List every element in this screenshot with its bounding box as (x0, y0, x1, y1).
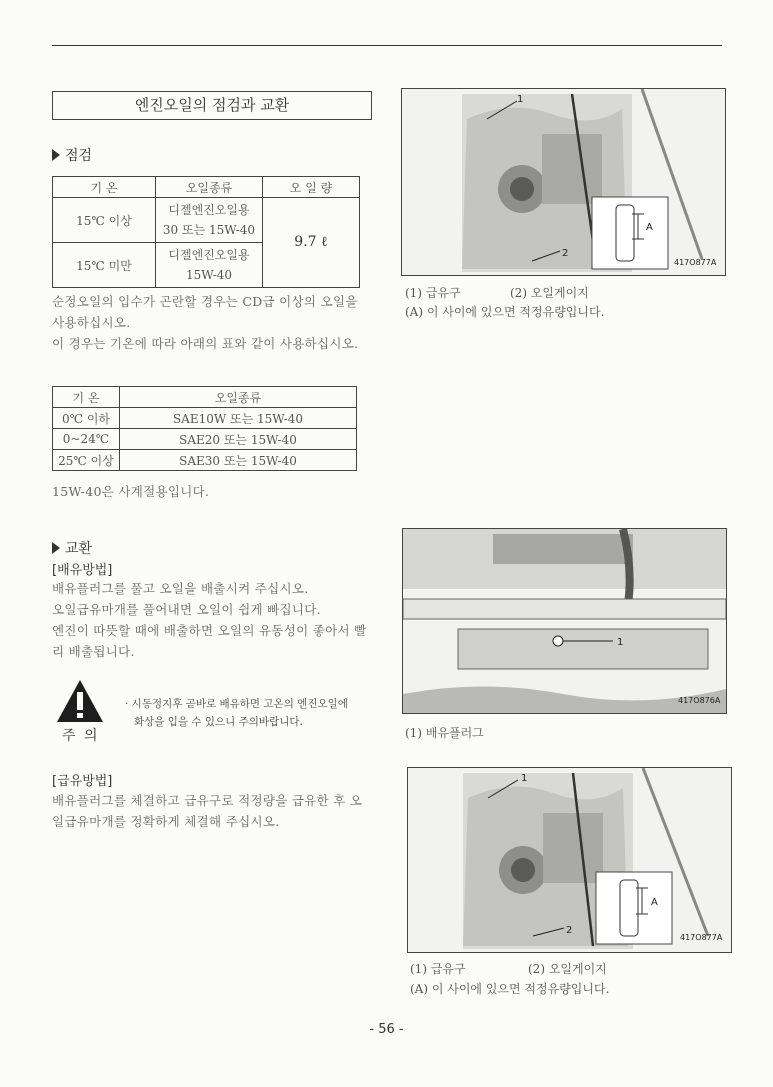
table-header: 오일종류 (156, 177, 263, 198)
table-cell: 15℃ 이상 (53, 198, 156, 243)
table-cell-line: 15W-40 (185, 268, 233, 282)
paragraph-line: 오일급유마개를 풀어내면 오일이 쉽게 빠집니다. (52, 602, 321, 617)
callout-A: A (651, 897, 658, 908)
fig1-caption-1: (1) 급유구 (405, 286, 461, 300)
table-cell (156, 243, 263, 288)
table-cell-line: 30 또는 15W-40 (162, 223, 256, 237)
figure-code: 417O877A (680, 933, 723, 942)
triangle-bullet-icon (52, 149, 60, 161)
warning-icon (55, 678, 105, 724)
engine-illustration (408, 768, 731, 952)
paragraph-line: 배유플러그를 풀고 오일을 배출시켜 주십시오. (52, 581, 309, 596)
all-season-note: 15W-40은 사계절용입니다. (52, 484, 210, 499)
engine-oil-filler-figure-2 (407, 767, 732, 953)
callout-1: 1 (617, 637, 624, 648)
callout-2: 2 (566, 925, 573, 936)
fill-paragraph (52, 790, 377, 832)
callout-1: 1 (521, 773, 528, 784)
inspection-heading-text: 점검 (65, 148, 93, 164)
fig2-caption-1: (1) 배유플러그 (405, 726, 484, 740)
table-cell: 25℃ 이상 (53, 450, 120, 471)
table-cell: 0~24℃ (53, 429, 120, 450)
drain-paragraph (52, 578, 377, 662)
triangle-bullet-icon (52, 542, 60, 554)
drain-method-title: [배유방법] (52, 563, 113, 578)
table-cell: SAE10W 또는 15W-40 (120, 408, 357, 429)
fig3-caption-2: (2) 오일게이지 (528, 962, 607, 976)
table-cell: SAE30 또는 15W-40 (120, 450, 357, 471)
drain-plug-figure (402, 528, 727, 714)
fill-method-title: [급유방법] (52, 774, 113, 789)
figure-code: 417O877A (674, 258, 717, 267)
paragraph-line: 엔진이 따뜻할 때에 배출하면 오일의 유동성이 좋아서 빨 (52, 623, 367, 638)
table-cell: 0℃ 이하 (53, 408, 120, 429)
table-cell (156, 198, 263, 243)
inspection-paragraph (52, 291, 372, 354)
table-cell: SAE20 또는 15W-40 (120, 429, 357, 450)
caution-line: · 시동정지후 곧바로 배유하면 고온의 엔진오일에 (125, 698, 348, 710)
paragraph-line: 이 경우는 기온에 따라 아래의 표와 같이 사용하십시오. (52, 336, 359, 351)
callout-1: 1 (517, 94, 524, 105)
oil-amount: 9.7 ℓ (263, 198, 360, 288)
table-header: 오 일 량 (263, 177, 360, 198)
table-header: 오일종류 (120, 387, 357, 408)
callout-2: 2 (562, 248, 569, 259)
oil-spec-table (52, 176, 360, 288)
paragraph-line: 리 배출됩니다. (52, 644, 135, 659)
callout-A: A (646, 222, 653, 233)
table-header: 기 온 (53, 387, 120, 408)
fig1-caption-2: (2) 오일게이지 (510, 286, 589, 300)
paragraph-line: 일급유마개를 정확하게 체결해 주십시오. (52, 814, 280, 829)
page-number: - 56 - (369, 1022, 404, 1037)
caution-text (125, 695, 348, 731)
fig3-caption-1: (1) 급유구 (410, 962, 466, 976)
paragraph-line: 사용하십시오. (52, 315, 131, 330)
replace-heading-text: 교환 (65, 541, 93, 557)
caution-label: 주 의 (62, 728, 100, 744)
paragraph-line: 배유플러그를 체결하고 급유구로 적정량을 급유한 후 오 (52, 793, 363, 808)
engine-oil-filler-figure (401, 88, 726, 276)
inspection-heading (52, 145, 92, 165)
oil-temp-table (52, 386, 357, 471)
table-cell: 15℃ 미만 (53, 243, 156, 288)
engine-illustration (402, 89, 725, 275)
table-cell-line: 디젤엔진오일용 (168, 203, 250, 217)
section-title: 엔진오일의 점검과 교환 (52, 91, 372, 120)
drain-illustration (403, 529, 726, 713)
paragraph-line: 순정오일의 입수가 곤란할 경우는 CD급 이상의 오일을 (52, 294, 358, 309)
caution-line: 화상을 입을 수 있으니 주의바랍니다. (134, 716, 303, 728)
table-cell-line: 디젤엔진오일용 (168, 248, 250, 262)
top-rule (52, 45, 722, 46)
fig3-caption-A: (A) 이 사이에 있으면 적정유량입니다. (410, 982, 610, 996)
figure-code: 417O876A (678, 696, 721, 705)
fig1-caption-A: (A) 이 사이에 있으면 적정유량입니다. (405, 305, 605, 319)
replace-heading (52, 538, 92, 558)
table-header: 기 온 (53, 177, 156, 198)
